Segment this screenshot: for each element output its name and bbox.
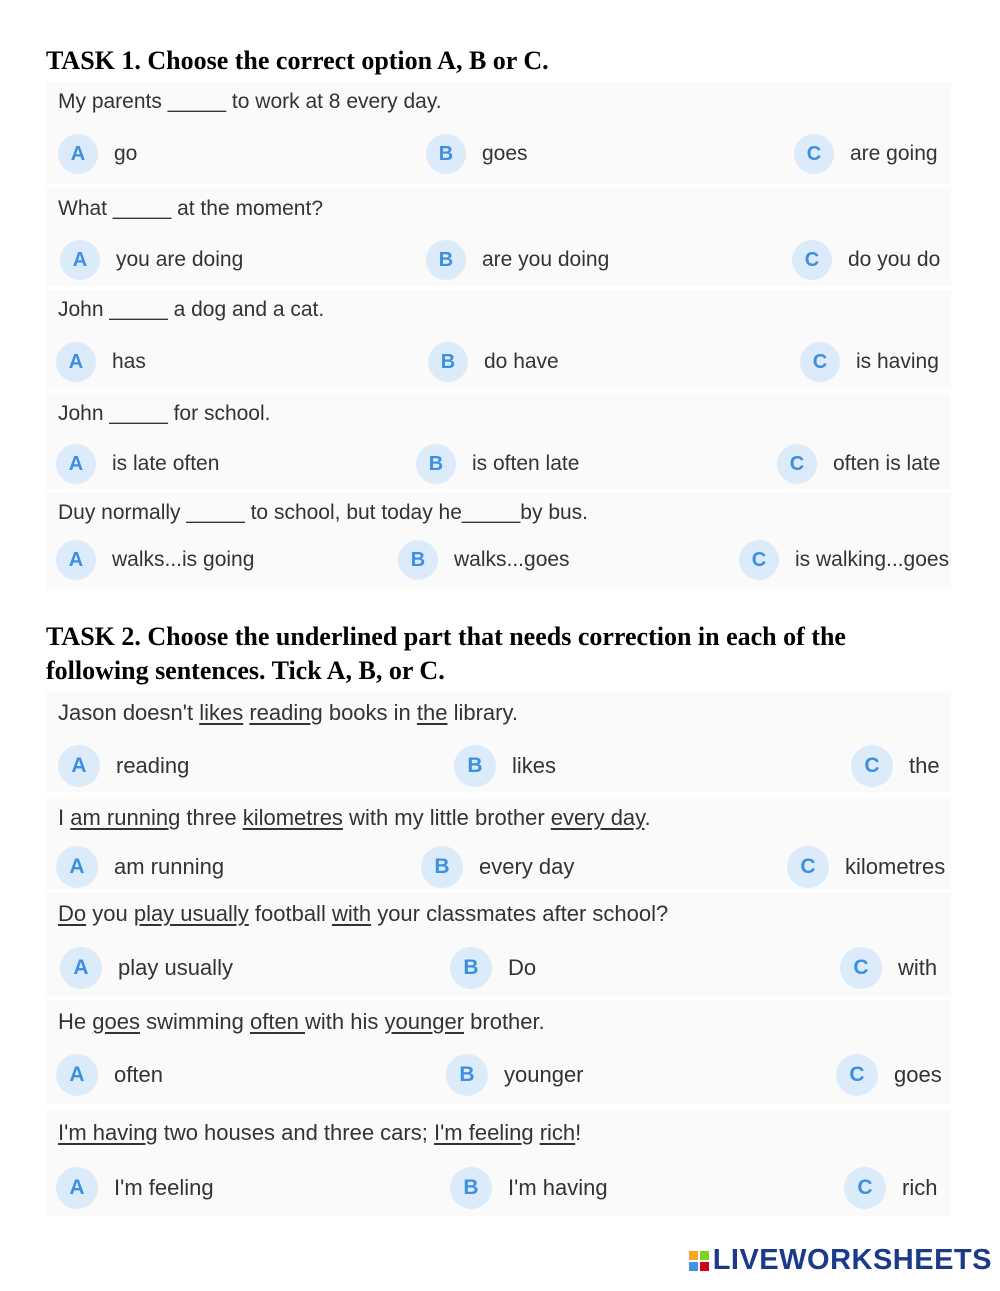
option-label: likes: [512, 753, 557, 778]
option-letter-badge[interactable]: A: [56, 846, 98, 888]
option-letter-badge[interactable]: A: [56, 444, 96, 484]
option-letter-badge[interactable]: A: [60, 947, 102, 989]
sentence-segment: football: [248, 901, 332, 926]
option-label: kilometres: [845, 854, 946, 879]
option-b[interactable]: [454, 745, 556, 787]
option-letter-badge[interactable]: C: [794, 134, 834, 174]
task2-title-line1: TASK 2. Choose the underlined part that needs correction in each of the: [46, 622, 846, 651]
option-c[interactable]: [787, 846, 945, 888]
option-letter-badge[interactable]: B: [426, 134, 466, 174]
underlined-part: I'm having: [58, 1120, 158, 1145]
underlined-part: likes: [199, 700, 244, 725]
option-a[interactable]: [56, 846, 224, 888]
option-a[interactable]: [58, 134, 137, 174]
option-label: am running: [114, 854, 225, 879]
option-b[interactable]: [428, 342, 559, 382]
sentence-segment: brother.: [464, 1009, 545, 1034]
option-label: every day: [479, 854, 575, 879]
task2-title-line2: following sentences. Tick A, B, or C.: [46, 656, 445, 685]
option-b[interactable]: [398, 540, 570, 580]
option-label: is often late: [472, 452, 580, 475]
sentence-segment: you: [86, 901, 134, 926]
question-text: What _____ at the moment?: [58, 197, 323, 220]
sentence-segment: with his: [305, 1009, 385, 1034]
option-label: often is late: [833, 452, 941, 475]
question-text: [58, 805, 651, 831]
option-letter-badge[interactable]: A: [56, 342, 96, 382]
option-label: with: [898, 955, 938, 980]
task1-title: TASK 1. Choose the correct option A, B or C.: [46, 46, 549, 75]
option-label: go: [114, 142, 138, 165]
question-text: John _____ for school.: [58, 402, 271, 425]
option-letter-badge[interactable]: B: [398, 540, 438, 580]
option-label: goes: [894, 1062, 942, 1087]
option-letter-badge[interactable]: B: [450, 1167, 492, 1209]
option-letter-badge[interactable]: B: [416, 444, 456, 484]
underlined-part: reading: [249, 700, 323, 725]
option-b[interactable]: [416, 444, 579, 484]
logo-text: LIVEWORKSHEETS: [712, 1244, 992, 1276]
underlined-part: goes: [92, 1009, 140, 1034]
option-letter-badge[interactable]: A: [60, 240, 100, 280]
option-letter-badge[interactable]: B: [428, 342, 468, 382]
option-c[interactable]: [739, 540, 949, 580]
option-a[interactable]: [56, 1054, 163, 1096]
option-c[interactable]: [840, 947, 937, 989]
option-letter-badge[interactable]: C: [792, 240, 832, 280]
task1-question-4: [46, 393, 951, 489]
option-letter-badge[interactable]: C: [800, 342, 840, 382]
logo-grid-icon: [689, 1251, 709, 1271]
option-letter-badge[interactable]: C: [777, 444, 817, 484]
sentence-segment: .: [644, 805, 651, 830]
option-label: is having: [856, 350, 939, 373]
option-letter-badge[interactable]: B: [426, 240, 466, 280]
option-label: the: [909, 753, 940, 778]
sentence-segment: I: [58, 805, 71, 830]
sentence-segment: three: [180, 805, 243, 830]
question-text: [58, 1120, 581, 1146]
option-c[interactable]: [794, 134, 938, 174]
option-label: do have: [484, 350, 559, 373]
option-letter-badge[interactable]: C: [739, 540, 779, 580]
option-letter-badge[interactable]: A: [56, 540, 96, 580]
logo-square: [689, 1262, 698, 1271]
question-text: My parents _____ to work at 8 every day.: [58, 90, 442, 113]
option-a[interactable]: [56, 444, 219, 484]
option-c[interactable]: [792, 240, 940, 280]
underlined-part: am running: [70, 805, 181, 830]
option-letter-badge[interactable]: C: [840, 947, 882, 989]
option-label: I'm having: [508, 1175, 608, 1200]
option-label: do you do: [848, 248, 941, 271]
task1-question-1: [46, 82, 951, 184]
sentence-segment: two houses and three cars;: [157, 1120, 434, 1145]
option-label: Do: [508, 955, 537, 980]
sentence-segment: swimming: [139, 1009, 250, 1034]
underlined-part: play usually: [133, 901, 249, 926]
underlined-part: the: [416, 700, 448, 725]
task1-question-5: [46, 493, 951, 589]
option-label: are going: [850, 142, 938, 165]
option-c[interactable]: [844, 1167, 937, 1209]
option-c[interactable]: [800, 342, 939, 382]
sentence-segment: with my little brother: [342, 805, 551, 830]
option-label: play usually: [118, 955, 233, 980]
option-b[interactable]: [450, 1167, 608, 1209]
question-text: [58, 1009, 545, 1035]
question-text: Duy normally _____ to school, but today he_____by bus.: [58, 501, 589, 524]
option-label: younger: [504, 1062, 584, 1087]
option-label: is walking...goes: [795, 548, 950, 571]
option-label: goes: [482, 142, 528, 165]
option-c[interactable]: [836, 1054, 942, 1096]
option-letter-badge[interactable]: B: [421, 846, 463, 888]
option-a[interactable]: [60, 947, 233, 989]
option-b[interactable]: [450, 947, 536, 989]
option-label: rich: [902, 1175, 938, 1200]
option-letter-badge[interactable]: A: [56, 1054, 98, 1096]
option-letter-badge[interactable]: B: [454, 745, 496, 787]
underlined-part: Do: [58, 901, 87, 926]
task2-question-2: [46, 797, 951, 889]
sentence-segment: He: [58, 1009, 93, 1034]
option-c[interactable]: [777, 444, 940, 484]
option-label: is late often: [112, 452, 220, 475]
option-letter-badge[interactable]: A: [58, 134, 98, 174]
option-a[interactable]: [58, 745, 189, 787]
option-b[interactable]: [446, 1054, 584, 1096]
task1-question-3: [46, 290, 951, 389]
option-letter-badge[interactable]: C: [844, 1167, 886, 1209]
option-c[interactable]: [851, 745, 940, 787]
sentence-segment: books in: [322, 700, 417, 725]
task2-question-4: [46, 1000, 951, 1104]
underlined-part: younger: [384, 1009, 465, 1034]
question-text: [58, 901, 668, 927]
option-label: walks...goes: [454, 548, 570, 571]
sentence-segment: library.: [447, 700, 518, 725]
sentence-segment: Jason doesn't: [58, 700, 200, 725]
option-b[interactable]: [421, 846, 574, 888]
logo-square: [700, 1251, 709, 1260]
task2-question-5: [46, 1110, 951, 1216]
option-letter-badge[interactable]: A: [58, 745, 100, 787]
option-b[interactable]: [426, 134, 528, 174]
underlined-part: I'm feeling: [433, 1120, 534, 1145]
option-label: reading: [116, 753, 190, 778]
task2-question-3: [46, 893, 951, 996]
task2-question-1: [46, 692, 951, 792]
option-letter-badge[interactable]: C: [836, 1054, 878, 1096]
liveworksheets-logo: [689, 1244, 992, 1277]
option-label: I'm feeling: [114, 1175, 214, 1200]
logo-square: [700, 1262, 709, 1271]
option-label: you are doing: [116, 248, 244, 271]
task1-question-2: [46, 188, 951, 286]
question-text: John _____ a dog and a cat.: [58, 298, 325, 321]
option-a[interactable]: [60, 240, 243, 280]
option-letter-badge[interactable]: C: [787, 846, 829, 888]
option-b[interactable]: [426, 240, 609, 280]
question-text: [58, 700, 518, 726]
option-letter-badge[interactable]: C: [851, 745, 893, 787]
underlined-part: often: [249, 1009, 306, 1034]
option-a[interactable]: [56, 540, 254, 580]
sentence-segment: !: [575, 1120, 582, 1145]
option-a[interactable]: [56, 342, 146, 382]
underlined-part: rich: [539, 1120, 576, 1145]
option-label: are you doing: [482, 248, 610, 271]
option-label: has: [112, 350, 146, 373]
option-a[interactable]: [56, 1167, 214, 1209]
option-label: walks...is going: [112, 548, 255, 571]
underlined-part: with: [331, 901, 372, 926]
logo-square: [689, 1251, 698, 1260]
option-letter-badge[interactable]: B: [450, 947, 492, 989]
option-label: often: [114, 1062, 163, 1087]
underlined-part: kilometres: [242, 805, 343, 830]
underlined-part: every day: [550, 805, 645, 830]
option-letter-badge[interactable]: B: [446, 1054, 488, 1096]
option-letter-badge[interactable]: A: [56, 1167, 98, 1209]
sentence-segment: your classmates after school?: [371, 901, 669, 926]
